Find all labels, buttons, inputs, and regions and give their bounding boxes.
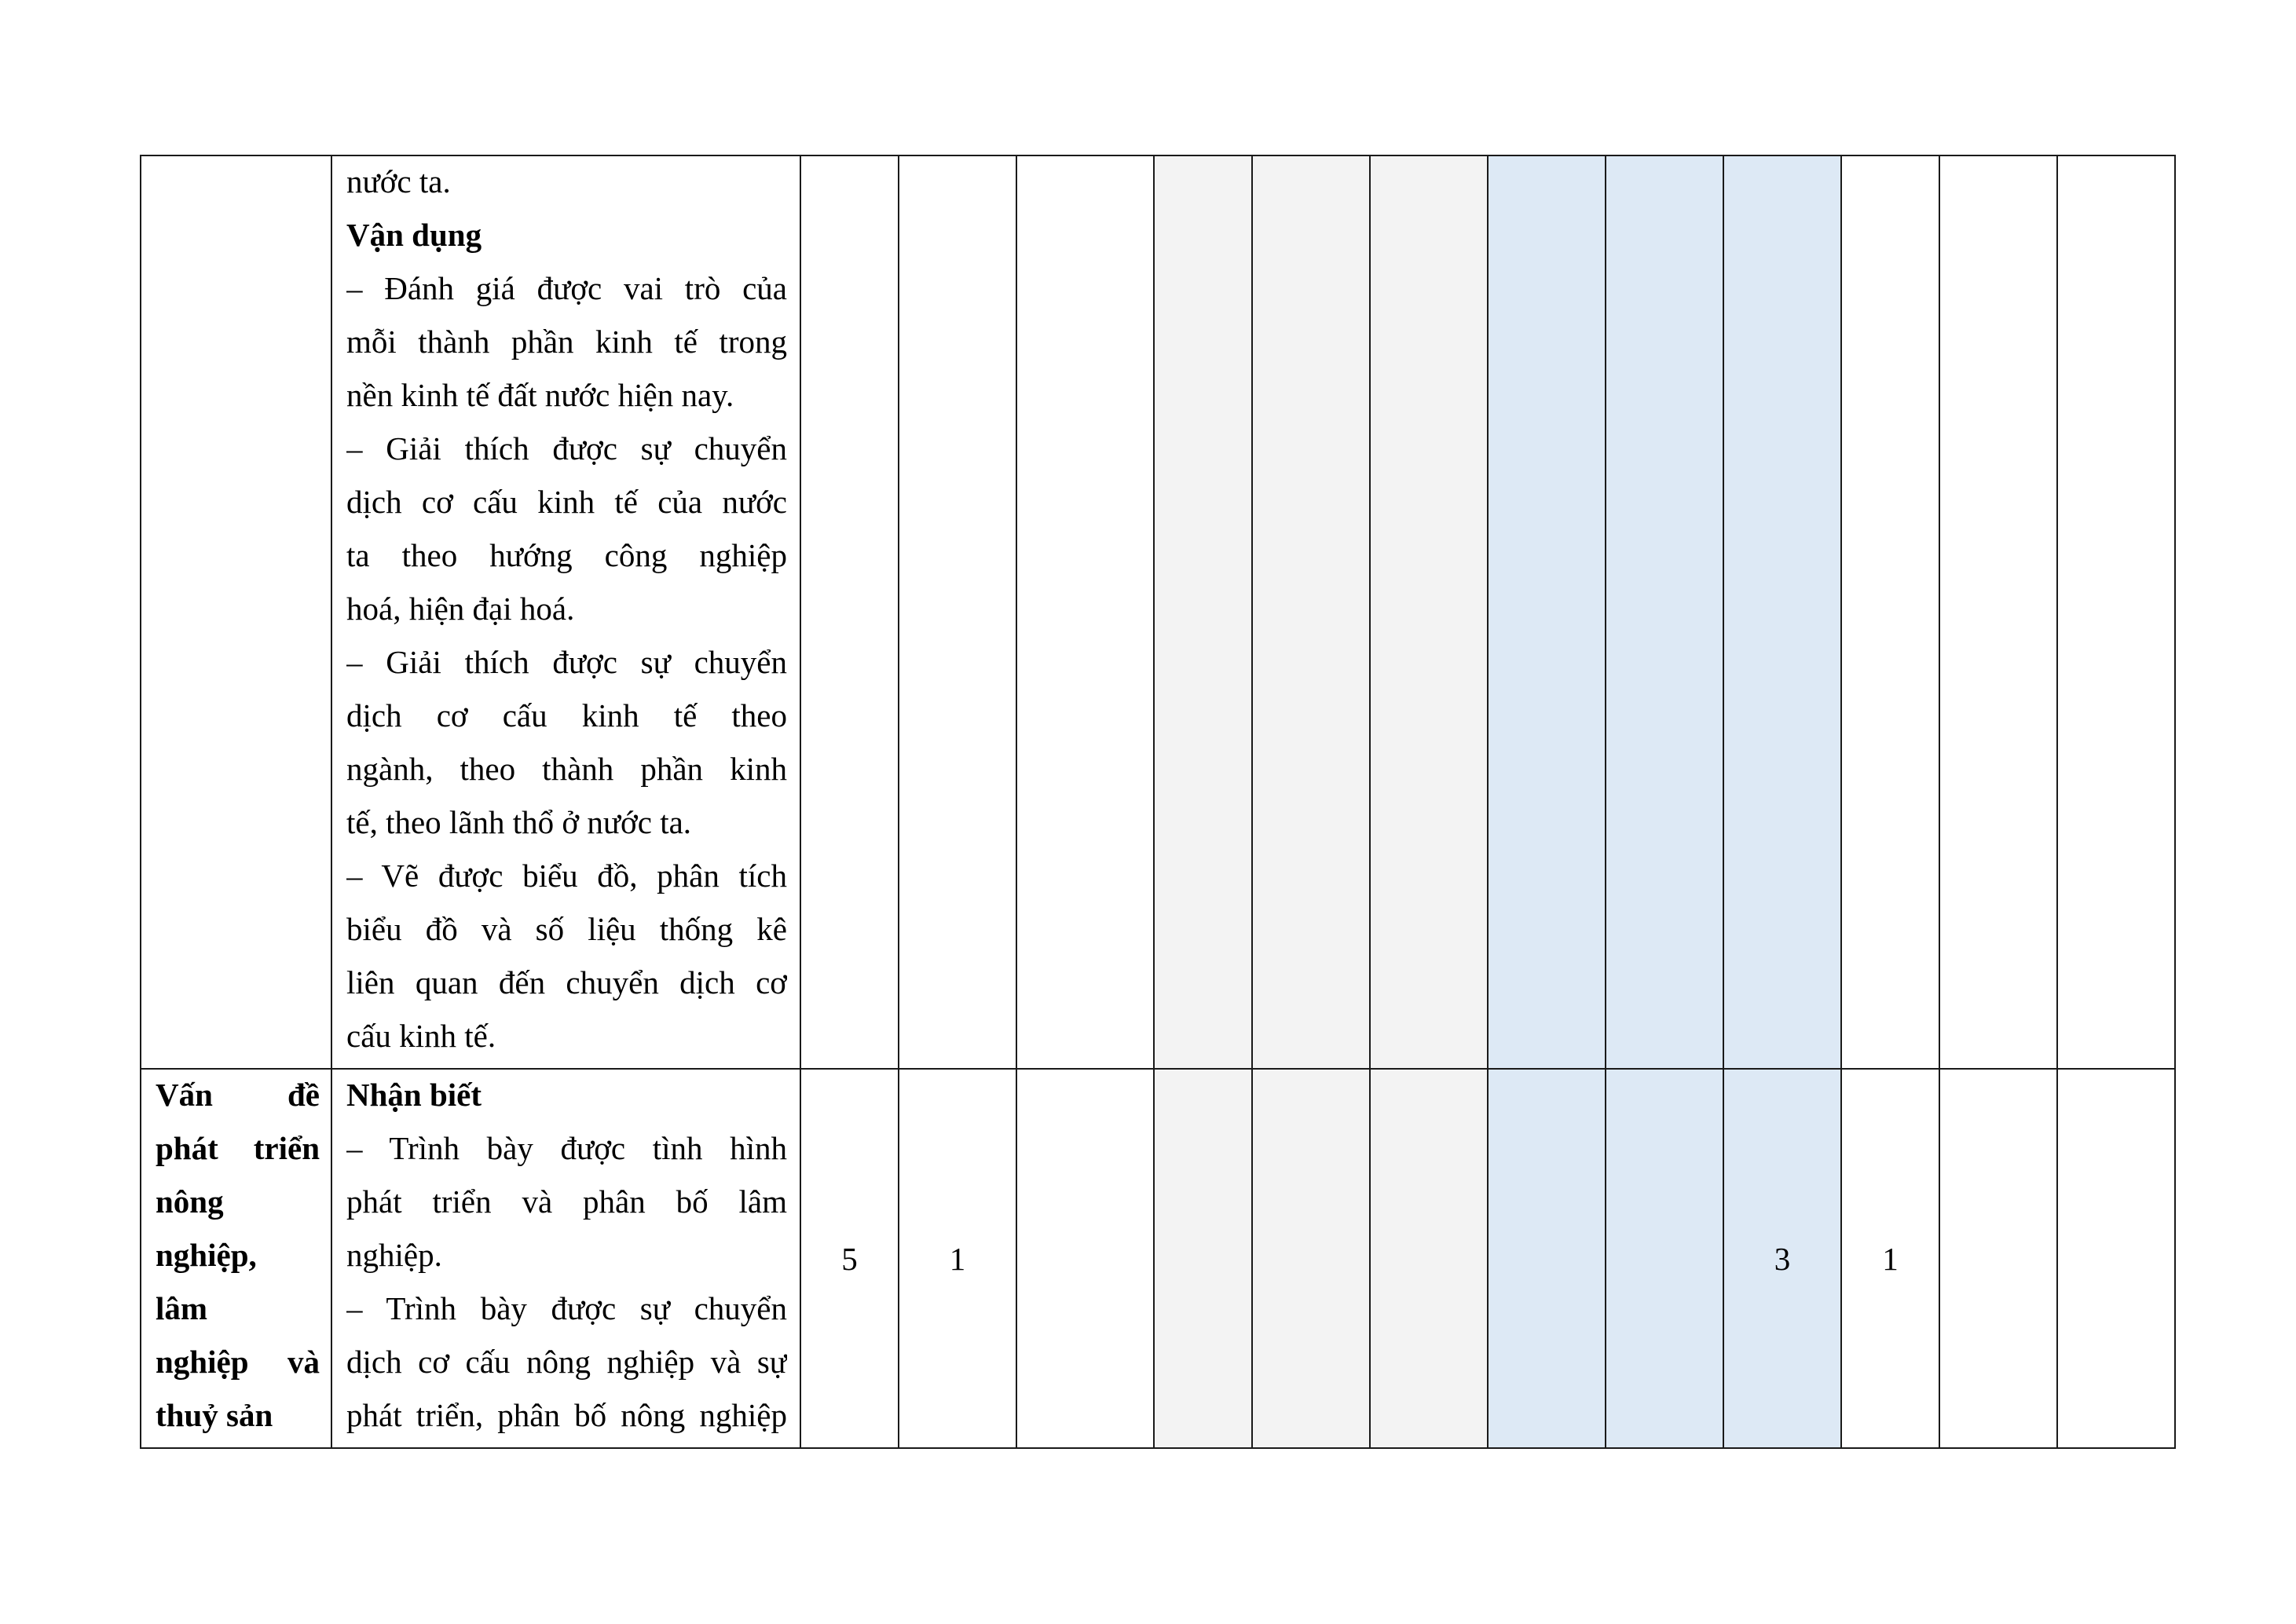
text-line: dịch cơ cấu nông nghiệp và sự (346, 1344, 787, 1381)
topic-cell (141, 155, 331, 1069)
text-line: phát triển và phân bố lâm (346, 1183, 787, 1220)
description-cell (331, 155, 800, 1069)
description-cell (331, 1069, 800, 1448)
topic-text (141, 1068, 331, 1442)
count-cell (1606, 155, 1723, 1069)
description-text (332, 1068, 800, 1442)
text-line: – Giải thích được sự chuyển (346, 644, 787, 680)
text-line: Vận dụng (346, 217, 482, 253)
text-line: Nhận biết (346, 1077, 482, 1114)
description-text (332, 155, 800, 1063)
text-line: nông (156, 1183, 224, 1220)
text-line: ta theo hướng công nghiệp (346, 537, 787, 573)
text-line: dịch cơ cấu kinh tế của nước (346, 484, 787, 520)
count-cell: 1 (899, 1069, 1016, 1448)
text-line: dịch cơ cấu kinh tế theo (346, 697, 787, 733)
text-line: nghiệp và (156, 1344, 320, 1381)
text-line: phát triển (156, 1130, 320, 1167)
count-cell (1841, 155, 1939, 1069)
text-line: Vấn đề (156, 1077, 320, 1114)
count-cell (1488, 1069, 1606, 1448)
count-cell (2057, 1069, 2175, 1448)
text-line: liên quan đến chuyển dịch cơ (346, 964, 787, 1000)
count-cell (1370, 155, 1488, 1069)
count-cell (1016, 155, 1154, 1069)
text-line: – Đánh giá được vai trò của (346, 270, 787, 306)
table-row (141, 155, 2175, 1069)
count-cell (1488, 155, 1606, 1069)
text-line: mỗi thành phần kinh tế trong (346, 324, 787, 360)
topic-cell (141, 1069, 331, 1448)
count-cell (1252, 1069, 1370, 1448)
text-line: lâm (156, 1290, 208, 1327)
count-cell (899, 155, 1016, 1069)
count-cell (1939, 155, 2057, 1069)
count-cell (1016, 1069, 1154, 1448)
count-cell (1252, 155, 1370, 1069)
count-cell (1370, 1069, 1488, 1448)
count-cell (800, 155, 899, 1069)
text-line: phát triển, phân bố nông nghiệp (346, 1397, 787, 1434)
count-cell: 5 (800, 1069, 899, 1448)
text-line: ngành, theo thành phần kinh (346, 751, 787, 787)
count-cell (1723, 155, 1841, 1069)
count-cell (1606, 1069, 1723, 1448)
text-line: nước ta. (346, 163, 451, 199)
text-line: nền kinh tế đất nước hiện nay. (346, 377, 734, 413)
text-line: cấu kinh tế. (346, 1018, 496, 1054)
text-line: – Trình bày được sự chuyển (346, 1290, 787, 1327)
text-line: nghiệp, (156, 1237, 257, 1274)
count-cell (1154, 1069, 1252, 1448)
text-line: thuỷ sản (156, 1397, 273, 1434)
table-row (141, 1069, 2175, 1448)
count-cell (1939, 1069, 2057, 1448)
text-line: hoá, hiện đại hoá. (346, 591, 575, 627)
text-line: biểu đồ và số liệu thống kê (346, 911, 787, 947)
count-cell (2057, 155, 2175, 1069)
text-line: – Giải thích được sự chuyển (346, 430, 787, 466)
count-cell: 1 (1841, 1069, 1939, 1448)
assessment-matrix-table (140, 155, 2176, 1449)
count-cell (1154, 155, 1252, 1069)
count-cell: 3 (1723, 1069, 1841, 1448)
text-line: – Trình bày được tình hình (346, 1130, 787, 1167)
text-line: nghiệp. (346, 1237, 442, 1274)
text-line: – Vẽ được biểu đồ, phân tích (346, 858, 787, 894)
text-line: tế, theo lãnh thổ ở nước ta. (346, 804, 692, 840)
